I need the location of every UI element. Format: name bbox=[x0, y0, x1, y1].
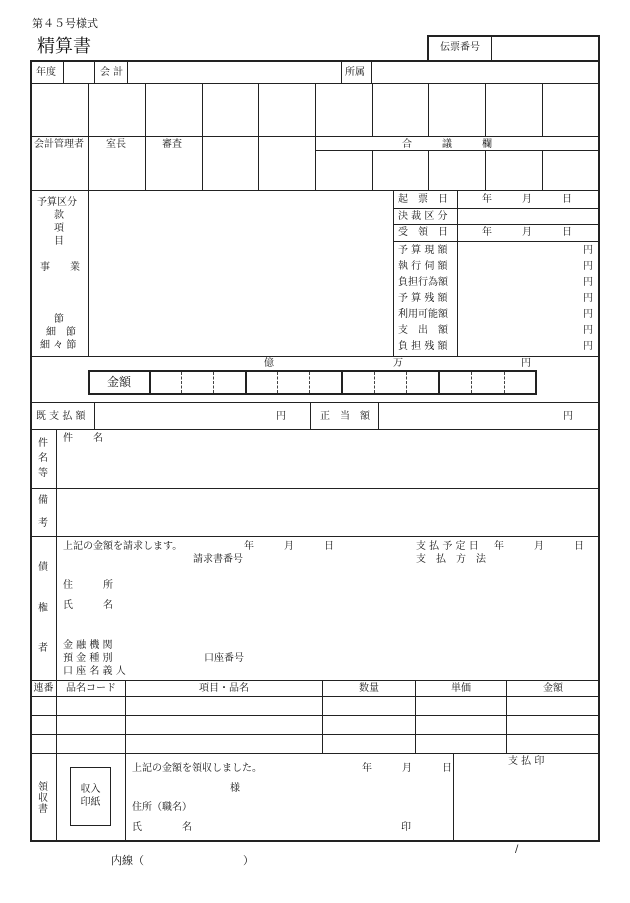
kou-label: 項 bbox=[54, 223, 64, 234]
items-header-qty: 数量 bbox=[359, 683, 379, 694]
subject-name-label: 件 名 bbox=[63, 433, 103, 444]
expenditure-unit: 円 bbox=[583, 325, 593, 336]
obligation-balance-label: 負 担 残 額 bbox=[398, 341, 448, 352]
account-label: 会 計 bbox=[100, 67, 124, 78]
receipt-side-3: 書 bbox=[38, 804, 48, 815]
received-text: 上記の金額を領収しました。 bbox=[132, 763, 262, 774]
page-title: 精算書 bbox=[37, 36, 91, 57]
manager-label: 会計管理者 bbox=[34, 139, 84, 150]
available-label: 利用可能額 bbox=[398, 309, 448, 320]
chief-label: 室長 bbox=[106, 139, 126, 150]
council-label: 合 議 欄 bbox=[402, 139, 492, 150]
form-code: 第４５号様式 bbox=[32, 17, 98, 30]
subject-side-1: 件 bbox=[38, 438, 48, 449]
budget-balance-unit: 円 bbox=[583, 293, 593, 304]
payment-seal-label: 支 払 印 bbox=[508, 756, 545, 767]
budget-current-unit: 円 bbox=[583, 245, 593, 256]
obligation-balance-unit: 円 bbox=[583, 341, 593, 352]
items-header-code: 品名コード bbox=[66, 683, 116, 694]
setsu-label: 節 bbox=[54, 314, 64, 325]
fiscal-year-label: 年度 bbox=[36, 67, 56, 78]
moku-label: 目 bbox=[54, 236, 64, 247]
receipt-date-label: 受 領 日 bbox=[398, 227, 448, 238]
draft-date-label: 起 票 日 bbox=[398, 194, 448, 205]
creditor-side-2: 権 bbox=[38, 603, 48, 614]
obligation-unit: 円 bbox=[583, 277, 593, 288]
due-date-label: 支 払 予 定 日 bbox=[416, 541, 479, 552]
correct-amount-unit: 円 bbox=[563, 411, 573, 422]
slip-number-field[interactable] bbox=[493, 37, 597, 59]
items-header-item: 項目・品名 bbox=[199, 683, 249, 694]
due-date-value[interactable]: 年 月 日 bbox=[494, 541, 584, 552]
en-label: 円 bbox=[521, 358, 531, 369]
subject-side-2: 名 bbox=[38, 453, 48, 464]
deposit-type-label: 預 金 種 別 bbox=[63, 653, 113, 664]
affiliation-label: 所属 bbox=[345, 67, 365, 78]
remarks-side-2: 考 bbox=[38, 518, 48, 529]
amount-label: 金額 bbox=[107, 375, 132, 389]
payment-method-label: 支 払 方 法 bbox=[416, 554, 486, 565]
creditor-name-label: 氏 名 bbox=[63, 600, 113, 611]
receipt-address-label: 住所（職名） bbox=[132, 802, 192, 813]
execution-inquiry-label: 執 行 伺 額 bbox=[398, 261, 448, 272]
remarks-side-1: 備 bbox=[38, 495, 48, 506]
revenue-stamp-label-1: 収入 bbox=[80, 784, 101, 795]
request-date[interactable]: 年 月 日 bbox=[244, 541, 334, 552]
revenue-stamp-label-2: 印紙 bbox=[80, 797, 101, 808]
account-number-label: 口座番号 bbox=[204, 653, 244, 664]
saisetsu-label: 細 節 bbox=[46, 327, 76, 338]
payment-seal-area[interactable] bbox=[456, 770, 596, 838]
table-row[interactable] bbox=[31, 735, 599, 753]
available-unit: 円 bbox=[583, 309, 593, 320]
draft-date-value[interactable]: 年 月 日 bbox=[482, 194, 572, 205]
request-text: 上記の金額を請求します。 bbox=[63, 541, 183, 552]
items-header-amount: 金額 bbox=[543, 683, 563, 694]
invoice-number-label: 請求書番号 bbox=[193, 554, 243, 565]
creditor-side-3: 者 bbox=[38, 643, 48, 654]
execution-inquiry-unit: 円 bbox=[583, 261, 593, 272]
budget-current-label: 予 算 現 額 bbox=[398, 245, 448, 256]
sama-label: 様 bbox=[230, 783, 240, 794]
items-header-price: 単価 bbox=[451, 683, 471, 694]
slip-number-label: 伝票番号 bbox=[440, 42, 480, 53]
seal-label: 印 bbox=[401, 822, 411, 833]
budget-balance-label: 予 算 残 額 bbox=[398, 293, 448, 304]
table-row[interactable] bbox=[31, 697, 599, 715]
receipt-side-2: 収 bbox=[38, 793, 48, 804]
oku-label: 億 bbox=[264, 358, 274, 369]
items-header-no: 連番 bbox=[33, 683, 54, 694]
table-row[interactable] bbox=[31, 716, 599, 734]
subject-side-3: 等 bbox=[38, 468, 48, 479]
kan-label: 款 bbox=[54, 210, 64, 221]
man-label: 万 bbox=[393, 358, 403, 369]
receipt-name-label: 氏 名 bbox=[132, 822, 192, 833]
bank-label: 金 融 機 関 bbox=[63, 640, 113, 651]
amount-box[interactable] bbox=[88, 370, 537, 395]
paid-unit: 円 bbox=[276, 411, 286, 422]
creditor-address-label: 住 所 bbox=[63, 580, 113, 591]
slash-mark: / bbox=[515, 844, 519, 855]
review-label: 審査 bbox=[162, 139, 182, 150]
correct-amount-label: 正 当 額 bbox=[320, 411, 370, 422]
creditor-side-1: 債 bbox=[38, 562, 48, 573]
jigyou-label: 事 業 bbox=[40, 262, 80, 273]
receipt-side-1: 領 bbox=[38, 782, 48, 793]
approval-class-label: 決 裁 区 分 bbox=[398, 211, 448, 222]
paid-label: 既 支 払 額 bbox=[36, 411, 86, 422]
account-holder-label: 口 座 名 義 人 bbox=[63, 666, 126, 677]
receipt-date-value[interactable]: 年 月 日 bbox=[482, 227, 572, 238]
extension-label: 内線（ ） bbox=[111, 854, 254, 867]
received-date[interactable]: 年 月 日 bbox=[362, 763, 452, 774]
obligation-label: 負担行為額 bbox=[398, 277, 448, 288]
expenditure-label: 支 出 額 bbox=[398, 325, 448, 336]
budget-class-label: 予算区分 bbox=[37, 197, 77, 208]
saisaisetsu-label: 細 々 節 bbox=[40, 340, 77, 351]
